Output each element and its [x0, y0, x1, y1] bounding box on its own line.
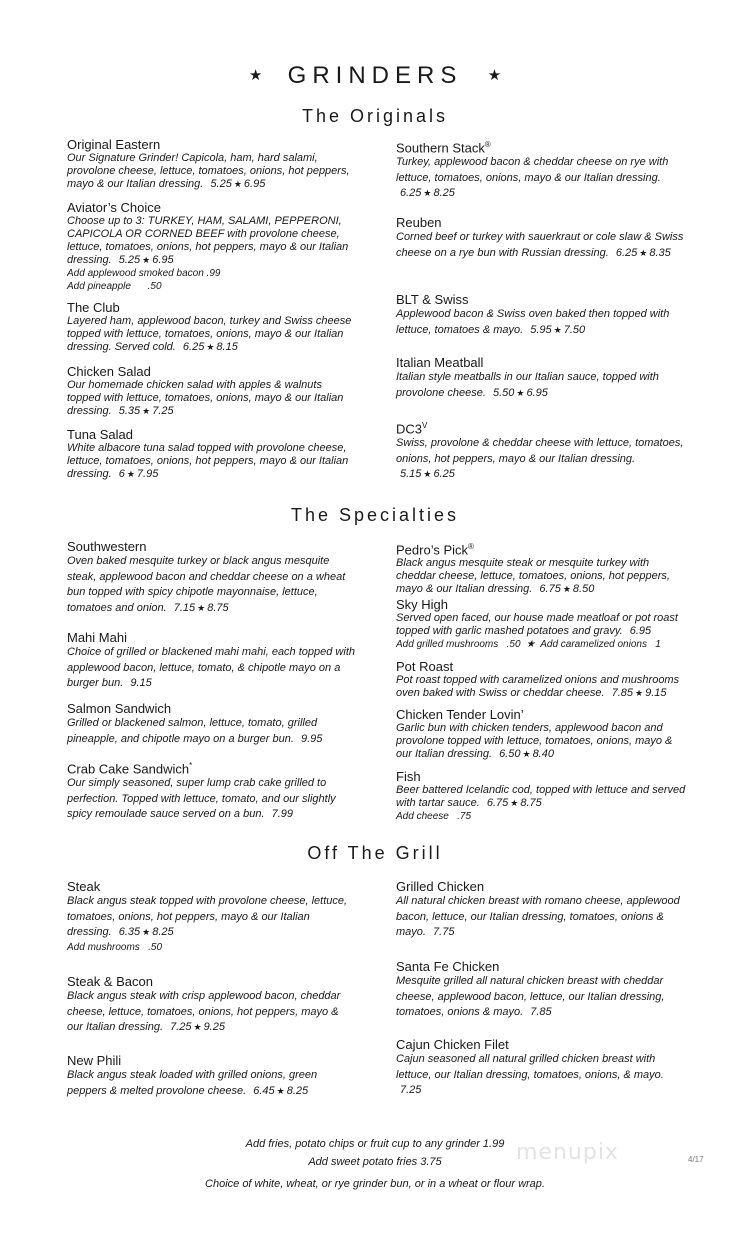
- menu-item-price: [487, 797, 542, 809]
- menu-item-name-text: Southwestern: [67, 539, 147, 554]
- price-half: 6.35: [118, 926, 141, 938]
- menu-item-name: [396, 539, 686, 557]
- price-half: 7.99: [271, 808, 293, 821]
- price-half: 6.75: [539, 583, 561, 596]
- star-icon: ★: [522, 749, 531, 759]
- menu-item-description: [67, 554, 357, 616]
- menu-item-price: [272, 808, 293, 820]
- menu-item-description-text: Choice of grilled or blackened mahi mahi, each topped with applewood bacon, lettuce, tomato, & chipotle mayo on a burger bun.: [67, 646, 355, 689]
- price-half: 9.95: [300, 732, 323, 745]
- price-half: 5.25: [210, 178, 232, 190]
- menu-item: [67, 200, 357, 293]
- menu-item-name-text: New Phili: [67, 1053, 122, 1068]
- menu-item-description: [396, 1052, 686, 1099]
- menu-item-name-text: Santa Fe Chicken: [396, 959, 500, 974]
- menu-item-description: [396, 612, 686, 638]
- menu-title: [0, 62, 750, 90]
- menu-item-name: [396, 659, 686, 674]
- star-icon: ★: [248, 67, 263, 84]
- menu-item-mark: ®: [468, 542, 474, 551]
- menu-item-name-text: Tuna Salad: [67, 427, 134, 442]
- price-half: 5.95: [530, 323, 552, 336]
- menu-item-price: [499, 748, 554, 760]
- menu-item-name-text: Reuben: [396, 215, 442, 230]
- price-whole: 7.95: [136, 468, 159, 480]
- price-whole: 8.25: [152, 926, 174, 938]
- price-half: 7.25: [400, 1084, 422, 1096]
- menu-item-description: [396, 307, 686, 338]
- menu-item-name: [67, 1053, 357, 1068]
- menu-item-name-text: Italian Meatball: [396, 355, 484, 370]
- menu-item-name: [396, 597, 686, 612]
- star-icon: ★: [126, 469, 135, 479]
- menu-item-name: [67, 427, 357, 442]
- price-half: 7.15: [173, 601, 196, 614]
- menu-item-price: [119, 405, 174, 417]
- star-icon: ★: [142, 255, 151, 265]
- menu-item: [67, 758, 357, 823]
- price-half: 5.25: [118, 254, 141, 266]
- menu-item-description-text: Cajun seasoned all natural grilled chicken breast with lettuce, our Italian dressing, tomatoes, onions, & mayo.: [396, 1053, 664, 1081]
- menu-item-name-text: Pot Roast: [396, 659, 454, 674]
- menu-item-name-text: Aviator’s Choice: [67, 200, 161, 215]
- menu-item-price: [539, 583, 594, 595]
- menu-item-description: [67, 645, 357, 692]
- price-half: 7.85: [530, 1006, 552, 1018]
- menu-item-name-text: The Club: [67, 300, 120, 315]
- price-whole: 9.15: [645, 687, 667, 699]
- menu-item-addon: Add cheese .75: [396, 811, 472, 822]
- menu-item: [67, 364, 357, 418]
- menu-item-description: [396, 230, 686, 261]
- menu-item-price: [400, 1084, 421, 1096]
- menu-item-price: [119, 254, 174, 266]
- star-icon: ★: [193, 1022, 202, 1032]
- menu-item: [396, 769, 686, 823]
- price-whole: 6.95: [152, 254, 174, 266]
- menu-item-price: [170, 1021, 225, 1033]
- menu-item-description: [396, 894, 686, 941]
- menu-item-name: [67, 137, 357, 152]
- menu-item-description: [67, 776, 357, 823]
- menu-item-price: [210, 178, 265, 190]
- menu-item-description: [396, 674, 686, 700]
- menu-item-price: [253, 1085, 308, 1097]
- menu-item-name-text: BLT & Swiss: [396, 292, 469, 307]
- menu-item-price: [400, 468, 455, 480]
- menu-item-name: [67, 300, 357, 315]
- menu-item: [396, 597, 686, 651]
- menu-item-description-text: Mesquite grilled all natural chicken breast with cheddar cheese, applewood bacon, lettuce, our Italian dressing, tomatoes, onions & mayo.: [396, 975, 665, 1018]
- menu-item-description: [396, 722, 686, 761]
- star-icon: ★: [562, 584, 571, 595]
- menu-item-name: [67, 879, 357, 894]
- menu-item-name-text: Cajun Chicken Filet: [396, 1037, 509, 1052]
- menu-item: [67, 137, 357, 191]
- menu-item-price: [174, 602, 229, 614]
- price-half: 5.15: [400, 468, 422, 481]
- menu-item-price: [616, 247, 671, 259]
- price-half: 5.35: [118, 405, 141, 417]
- menu-item: [67, 630, 357, 692]
- star-icon: ★: [510, 798, 519, 808]
- star-icon: ★: [206, 342, 215, 352]
- menu-item-price: [493, 387, 548, 399]
- footer-sides-note: Add fries, potato chips or fruit cup to any grinder 1.99: [245, 1138, 505, 1150]
- menu-item-description-text: Black angus steak with crisp applewood bacon, cheddar cheese, lettuce, tomatoes, onions, hot peppers, mayo & our Italian dressing.: [67, 990, 341, 1033]
- price-half: 6.25: [400, 187, 422, 200]
- menu-item: [396, 1037, 686, 1099]
- menu-item-name-text: Crab Cake Sandwich: [67, 761, 190, 777]
- star-icon: ★: [639, 247, 648, 258]
- menu-item-name: [396, 959, 686, 974]
- menu-item-name: [67, 701, 357, 716]
- menu-item-name: [396, 355, 686, 370]
- menu-item-description: [67, 989, 357, 1036]
- menu-item-name: [396, 1037, 686, 1052]
- menu-item: [67, 1053, 357, 1099]
- menu-item: [396, 959, 686, 1021]
- menu-item-price: [119, 468, 159, 480]
- price-whole: 6.95: [526, 386, 548, 399]
- menu-item-name-text: Sky High: [396, 597, 449, 612]
- price-half: 6.45: [253, 1084, 275, 1097]
- menu-item-description: [396, 557, 686, 596]
- menu-item-name-text: Fish: [396, 769, 421, 784]
- menu-item-price: [612, 687, 667, 699]
- menu-item-price: [183, 341, 238, 353]
- price-whole: 8.75: [520, 797, 542, 809]
- menu-item-price: [630, 625, 651, 637]
- price-whole: 8.25: [433, 187, 455, 200]
- menu-item-price: [130, 677, 151, 689]
- menu-item: [67, 427, 357, 481]
- footer-sweet-potato-note: Add sweet potato fries 3.75: [308, 1156, 442, 1168]
- menu-item-name: [67, 364, 357, 379]
- menu-item-name: [396, 707, 686, 722]
- menu-item-description: [67, 315, 357, 354]
- menu-item: [396, 879, 686, 941]
- footer-bun-note: Choice of white, wheat, or rye grinder bun, or in a wheat or flour wrap.: [205, 1178, 545, 1190]
- menu-item-name: [67, 758, 357, 776]
- menu-item-mark: ®: [484, 140, 491, 149]
- section-heading-originals: The Originals: [301, 106, 449, 126]
- price-whole: 8.75: [207, 601, 229, 614]
- menu-item: [396, 215, 686, 261]
- menu-item-description-text: Black angus mesquite steak or mesquite turkey with cheddar cheese, lettuce, tomatoes, onions, hot peppers, mayo & our Italian dressing.: [396, 557, 670, 596]
- price-half: 6.50: [499, 748, 521, 760]
- price-half: 9.15: [130, 677, 152, 689]
- menu-item: [396, 355, 686, 401]
- price-half: 6.75: [486, 797, 509, 809]
- menu-item: [67, 539, 357, 616]
- menu-item-addon: Add pineapple .50: [67, 281, 162, 292]
- star-icon: ★: [233, 179, 242, 189]
- menu-item-name-text: Chicken Tender Lovin’: [396, 707, 524, 722]
- menu-item-description: [67, 379, 357, 418]
- price-half: 7.75: [433, 926, 455, 938]
- menu-item-description-text: Swiss, provolone & cheddar cheese with lettuce, tomatoes, onions, hot peppers, mayo & our Italian dressing.: [396, 437, 684, 465]
- menu-item-name-text: Steak: [67, 879, 101, 894]
- star-icon: ★: [423, 188, 432, 199]
- menu-item: [67, 701, 357, 747]
- menu-item-name: [396, 769, 686, 784]
- star-icon: ★: [142, 927, 151, 937]
- menu-item-mark: V: [422, 421, 428, 430]
- menu-item-name-text: Original Eastern: [67, 137, 161, 152]
- menu-item-name: [67, 200, 357, 215]
- menu-item-price: [530, 324, 585, 336]
- price-whole: 8.25: [286, 1084, 309, 1097]
- price-whole: 7.50: [563, 323, 586, 336]
- star-icon: ★: [197, 602, 206, 613]
- price-half: 6.95: [629, 625, 652, 637]
- menu-item-price: [530, 1006, 551, 1018]
- menu-item-description: [396, 155, 686, 202]
- price-half: 6.25: [182, 341, 205, 353]
- price-half: 7.85: [611, 687, 633, 699]
- menu-item-name: [67, 539, 357, 554]
- menu-item-price: [119, 926, 174, 938]
- menu-item-description-text: Grilled or blackened salmon, lettuce, tomato, grilled pineapple, and chipotle mayo on a burger bun.: [67, 717, 318, 745]
- price-whole: 6.25: [433, 468, 455, 481]
- menu-item: [67, 300, 357, 354]
- menu-item-mark: *: [189, 761, 193, 770]
- price-half: 6: [118, 468, 125, 480]
- menu-item-addon: Add applewood smoked bacon .99: [67, 268, 221, 279]
- price-half: 5.50: [492, 386, 515, 399]
- menu-item: [396, 659, 686, 700]
- menu-item: [67, 974, 357, 1036]
- menu-item-description: [67, 442, 357, 481]
- price-whole: 9.25: [203, 1021, 225, 1033]
- menu-item-description: [67, 152, 357, 191]
- menu-item-name: [396, 137, 686, 155]
- menu-item-description-text: Served open faced, our house made meatloaf or pot roast topped with garlic mashed potatoes and gravy.: [396, 612, 678, 637]
- section-heading-specialties: The Specialties: [290, 505, 460, 525]
- menu-item-name-text: Mahi Mahi: [67, 630, 127, 645]
- menu-item-description: [67, 894, 357, 941]
- menu-item-price: [433, 926, 454, 938]
- menu-item: [396, 137, 686, 202]
- menu-item: [396, 539, 686, 596]
- menu-item-addon: Add mushrooms .50: [67, 941, 163, 953]
- menu-item-name: [396, 879, 686, 894]
- menu-item-description: [396, 370, 686, 401]
- menu-item-addon: Add grilled mushrooms .50 ★ Add caramelized onions 1: [396, 639, 661, 650]
- menu-item-description: [396, 436, 686, 483]
- menu-item-price: [400, 187, 455, 199]
- menu-item: [67, 879, 357, 954]
- star-icon: ★: [276, 1085, 285, 1096]
- menu-item-description-text: Corned beef or turkey with sauerkraut or cole slaw & Swiss cheese on a rye bun with Russian dressing.: [396, 231, 684, 259]
- menu-item: [396, 292, 686, 338]
- menu-item-description-text: White albacore tuna salad topped with provolone cheese, lettuce, tomatoes, onions, hot peppers, mayo & our Italian dressing.: [67, 442, 349, 480]
- price-whole: 8.50: [572, 583, 595, 596]
- menu-item-description-text: Black angus steak loaded with grilled onions, green peppers & melted provolone cheese.: [67, 1069, 318, 1097]
- menu-item-name-text: Salmon Sandwich: [67, 701, 172, 716]
- star-icon: ★: [423, 469, 432, 480]
- menu-item-name: [396, 418, 686, 436]
- menu-title-text: GRINDERS: [287, 62, 463, 89]
- menu-item-name-text: Chicken Salad: [67, 364, 151, 379]
- menu-item-description-text: Choose up to 3: TURKEY, HAM, SALAMI, PEPPERONI, CAPICOLA OR CORNED BEEF with provolone cheese, lettuce, tomatoes, onions, hot peppers, mayo & our Italian dressing.: [67, 215, 349, 266]
- menu-item-description-text: Layered ham, applewood bacon, turkey and Swiss cheese topped with lettuce, tomatoes, onions, mayo & our Italian dressing. Served cold.: [67, 315, 352, 353]
- price-half: 7.25: [170, 1021, 192, 1033]
- menu-item-description-text: Garlic bun with chicken tenders, applewood bacon and provolone topped with lettuce, tomatoes, onions, mayo & our Italian dressing.: [396, 722, 673, 760]
- menu-item-description-text: Oven baked mesquite turkey or black angus mesquite steak, applewood bacon and cheddar cheese on a wheat bun topped with spicy chipotle mayonnaise, lettuce, tomatoes and onion.: [67, 555, 346, 614]
- price-whole: 8.35: [649, 246, 671, 259]
- menu-item-name: [67, 974, 357, 989]
- price-whole: 7.25: [152, 405, 174, 417]
- menu-item-name-text: Pedro’s Pick: [396, 542, 469, 558]
- menu-item-description-text: Black angus steak topped with provolone cheese, lettuce, tomatoes, onions, hot peppers, mayo & our Italian dressing.: [67, 895, 348, 938]
- menu-item-description-text: Applewood bacon & Swiss oven baked then topped with lettuce, tomatoes & mayo.: [396, 308, 670, 336]
- menu-item-name: [396, 215, 686, 230]
- menu-item-name: [396, 292, 686, 307]
- menu-item-description: [67, 1068, 357, 1099]
- price-whole: 8.40: [532, 748, 554, 760]
- price-whole: 6.95: [243, 178, 266, 190]
- section-heading-grill: Off The Grill: [307, 843, 443, 863]
- price-whole: 8.15: [216, 341, 238, 353]
- menu-item-name-text: Steak & Bacon: [67, 974, 153, 989]
- star-icon: ★: [553, 324, 562, 335]
- menu-item-description: [67, 215, 357, 267]
- menu-item-description-text: Our Signature Grinder! Capicola, ham, hard salami, provolone cheese, lettuce, tomatoes, onions, hot peppers, mayo & our Italian dressing.: [67, 152, 350, 190]
- menu-item: [396, 707, 686, 761]
- menu-item-description-text: All natural chicken breast with romano cheese, applewood bacon, lettuce, our Italian dressing, tomatoes, onions & mayo.: [396, 895, 680, 938]
- menu-item-description-text: Pot roast topped with caramelized onions and mushrooms oven baked with Swiss or cheddar cheese.: [396, 674, 680, 699]
- menu-item-description-text: Italian style meatballs in our Italian sauce, topped with provolone cheese.: [396, 371, 659, 399]
- star-icon: ★: [635, 688, 644, 698]
- star-icon: ★: [487, 67, 502, 84]
- menu-item-description-text: Our simply seasoned, super lump crab cake grilled to perfection. Topped with lettuce, tomato, and our slightly spicy remoulade sauce served on a bun.: [67, 777, 336, 821]
- star-icon: ★: [516, 387, 525, 398]
- menu-item-description-text: Beer battered Icelandic cod, topped with lettuce and served with tartar sauce.: [396, 784, 686, 809]
- menu-item-name-text: Southern Stack: [396, 140, 485, 156]
- star-icon: ★: [142, 406, 151, 416]
- menu-item-description: [396, 784, 686, 810]
- menu-item: [396, 418, 686, 483]
- menu-item-name-text: Grilled Chicken: [396, 879, 485, 894]
- price-half: 6.25: [615, 246, 638, 259]
- menu-item-description-text: Turkey, applewood bacon & cheddar cheese on rye with lettuce, tomatoes, onions, mayo & our Italian dressing.: [396, 156, 669, 184]
- menu-item-price: [301, 733, 322, 745]
- menu-item-description: [67, 716, 357, 747]
- menu-item-description-text: Our homemade chicken salad with apples & walnuts topped with lettuce, tomatoes, onions, mayo & our Italian dressing.: [67, 379, 344, 417]
- menu-item-description: [396, 974, 686, 1021]
- menu-item-name-text: DC3: [396, 421, 423, 437]
- page-code: 4/17: [688, 1155, 704, 1164]
- menu-item-name: [67, 630, 357, 645]
- watermark-logo: menupix: [516, 1140, 619, 1165]
